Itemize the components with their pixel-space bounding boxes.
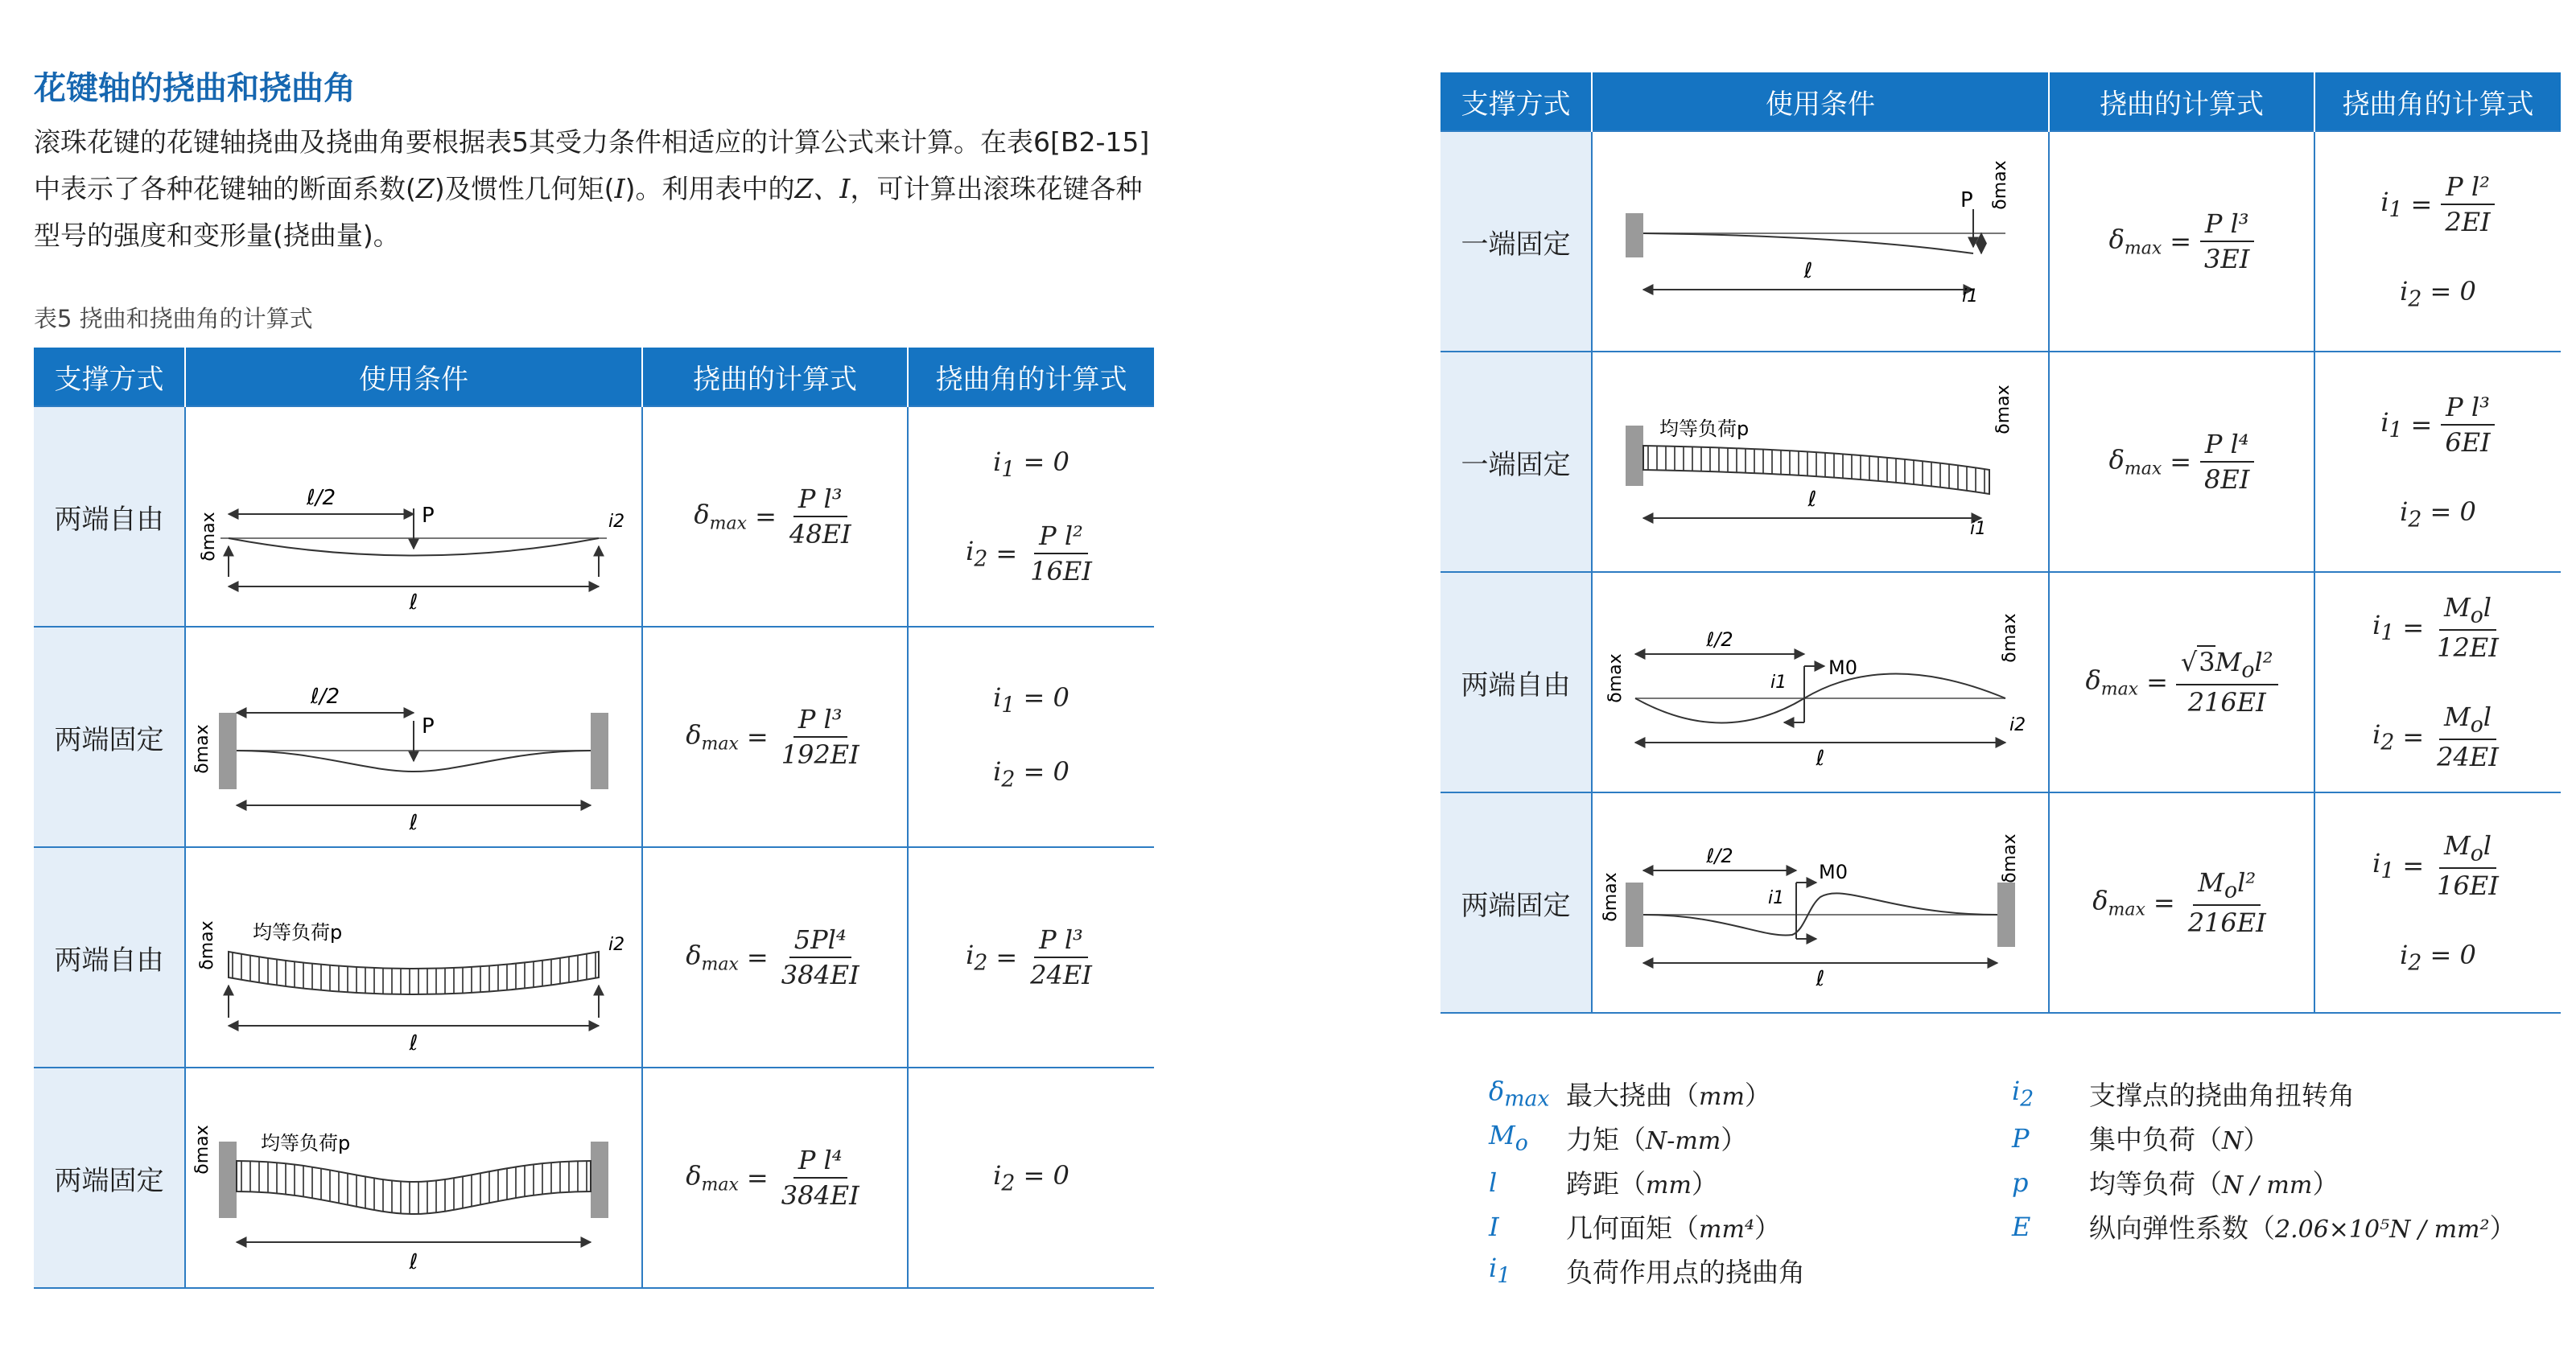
- svg-text:δmax: δmax: [192, 724, 212, 774]
- deflection-formula: $\delta_{max}$ = $\frac{\text{P l³}}{3EI}$: [2049, 131, 2314, 352]
- header-angle: 挠曲角的计算式: [908, 348, 1154, 406]
- deflection-table-left: [34, 348, 1154, 1289]
- svg-text:δmax: δmax: [1990, 160, 2010, 210]
- condition-diagram: [1592, 792, 2049, 1013]
- table-row: [1440, 352, 2561, 572]
- legend-item: I 几何面矩（mm⁴）: [1489, 1211, 1781, 1244]
- header-support: 支撑方式: [1440, 72, 1592, 131]
- table-row: [1440, 572, 2561, 792]
- svg-text:ℓ: ℓ: [1816, 747, 1825, 771]
- header-support: 支撑方式: [34, 348, 185, 406]
- deflection-formula: $\delta_{max}$ = $\frac{\text{P l³}}{48EI}$: [642, 406, 908, 627]
- support-cell: 两端自由: [34, 847, 185, 1068]
- legend-left: [1489, 1072, 1805, 1293]
- svg-text:M0: M0: [1828, 656, 1857, 679]
- beam-diagram-simply-supported-moment: [1603, 582, 2038, 783]
- svg-text:i2: i2: [2009, 715, 2026, 735]
- support-cell: 一端固定: [1440, 131, 1592, 352]
- svg-text:i1: i1: [1768, 888, 1785, 908]
- svg-text:δmax: δmax: [1993, 385, 2013, 434]
- angle-formula: $i_1$ = $\frac{M_ol}{12EI}$ $i_2$ = $\frac{M_ol}{24EI}$: [2314, 572, 2561, 792]
- svg-text:i1: i1: [1970, 519, 1987, 539]
- intro-paragraph: 滚珠花键的花键轴挠曲及挠曲角要根据表5其受力条件相适应的计算公式来计算。在表6[B2-15] 中表示了各种花键轴的断面系数(Z)及惯性几何矩(I)。利用表中的Z、I，可计算出滚珠花键各种 型号的强度和变形量(挠曲量)。: [34, 126, 1150, 251]
- header-condition: 使用条件: [185, 348, 642, 406]
- table-caption: 表5 挠曲和挠曲角的计算式: [34, 305, 313, 332]
- legend-item: $i_1$ 负荷作用点的挠曲角: [1489, 1253, 1805, 1289]
- beam-diagram-simply-supported-uniform: [196, 857, 631, 1058]
- deflection-formula: $\delta_{max}$ = $\frac{\text{P l³}}{192EI}$: [642, 627, 908, 847]
- condition-diagram: [1592, 131, 2049, 352]
- legend-item: $\delta_{max}$ 最大挠曲（mm）: [1489, 1076, 1771, 1112]
- svg-text:ℓ: ℓ: [409, 811, 418, 835]
- svg-text:P: P: [1960, 188, 1973, 212]
- svg-text:ℓ: ℓ: [1807, 488, 1817, 512]
- beam-diagram-cantilever-uniform: [1603, 361, 2038, 562]
- angle-formula: $i_1 = 0$ $i_2$ = $\frac{\text{P l²}}{16EI}$: [908, 406, 1154, 627]
- svg-text:M0: M0: [1819, 861, 1848, 883]
- legend-item: E 纵向弹性系数（2.06×10⁵N / mm²）: [2012, 1211, 2516, 1244]
- svg-text:P: P: [422, 714, 435, 739]
- condition-diagram: [1592, 352, 2049, 572]
- legend-right: [2012, 1072, 2516, 1249]
- deflection-formula: $\delta_{max}$ = $\frac{\text{5Pl⁴}}{384EI}$: [642, 847, 908, 1068]
- table-row: [1440, 792, 2561, 1013]
- beam-diagram-fixed-point: [192, 636, 631, 837]
- angle-formula: $i_1$ = $\frac{\text{P l²}}{2EI}$ $i_2 = 0$: [2314, 131, 2561, 352]
- beam-diagram-cantilever-point: [1603, 141, 2038, 342]
- legend-item: $M_o$ 力矩（N-mm）: [1489, 1120, 1748, 1156]
- condition-diagram: [185, 847, 642, 1068]
- deflection-formula: $\delta_{max}$ = $\frac{M_ol^2}{216EI}$: [2049, 792, 2314, 1013]
- header-angle: 挠曲角的计算式: [2314, 72, 2561, 131]
- deflection-formula: $\delta_{max}$ = $\frac{√3M_ol^2}{216EI}$: [2049, 572, 2314, 792]
- deflection-table-right: [1440, 72, 2561, 1014]
- svg-text:i2: i2: [608, 512, 625, 532]
- table-row: [34, 847, 1154, 1068]
- svg-text:ℓ/2: ℓ/2: [306, 486, 336, 510]
- svg-text:ℓ: ℓ: [1803, 259, 1813, 283]
- legend-item: $i_2$ 支撑点的挠曲角扭转角: [2012, 1076, 2355, 1112]
- condition-diagram: [185, 1068, 642, 1288]
- page-heading: 花键轴的挠曲和挠曲角: [34, 70, 356, 107]
- svg-text:δmax: δmax: [197, 920, 217, 970]
- svg-text:i1: i1: [1770, 673, 1787, 693]
- svg-text:ℓ/2: ℓ/2: [310, 685, 340, 709]
- svg-text:δmax: δmax: [1605, 653, 1626, 703]
- angle-formula: $i_1$ = $\frac{\text{P l³}}{6EI}$ $i_2 = 0$: [2314, 352, 2561, 572]
- angle-formula: $i_2 = 0$: [908, 1068, 1154, 1288]
- condition-diagram: [185, 627, 642, 847]
- support-cell: 两端固定: [34, 627, 185, 847]
- svg-text:ℓ: ℓ: [1816, 967, 1825, 991]
- svg-text:ℓ: ℓ: [409, 1250, 418, 1274]
- beam-diagram-simply-supported-point: [196, 416, 631, 617]
- angle-formula: $i_2$ = $\frac{\text{P l³}}{24EI}$: [908, 847, 1154, 1068]
- svg-text:δmax: δmax: [2000, 613, 2020, 663]
- svg-text:均等负荷p: 均等负荷p: [1659, 418, 1750, 440]
- legend-item: p 均等负荷（N / mm）: [2012, 1167, 2339, 1200]
- svg-text:均等负荷p: 均等负荷p: [253, 921, 343, 944]
- angle-formula: $i_1 = 0$ $i_2 = 0$: [908, 627, 1154, 847]
- table-row: [1440, 131, 2561, 352]
- header-deflection: 挠曲的计算式: [642, 348, 908, 406]
- svg-text:δmax: δmax: [2000, 833, 2020, 883]
- svg-text:δmax: δmax: [199, 512, 219, 562]
- header-condition: 使用条件: [1592, 72, 2049, 131]
- condition-diagram: [1592, 572, 2049, 792]
- support-cell: 一端固定: [1440, 352, 1592, 572]
- support-cell: 两端自由: [34, 406, 185, 627]
- support-cell: 两端自由: [1440, 572, 1592, 792]
- svg-text:δmax: δmax: [1601, 872, 1621, 922]
- svg-text:ℓ: ℓ: [409, 591, 418, 615]
- table-row: [34, 1068, 1154, 1288]
- table-row: [34, 627, 1154, 847]
- beam-diagram-fixed-uniform: [192, 1077, 631, 1278]
- beam-diagram-fixed-moment: [1603, 802, 2038, 1003]
- svg-text:i1: i1: [1962, 286, 1979, 307]
- deflection-formula: $\delta_{max}$ = $\frac{\text{P l⁴}}{384EI}$: [642, 1068, 908, 1288]
- legend-item: P 集中负荷（N）: [2012, 1122, 2270, 1155]
- table-row: [34, 406, 1154, 627]
- svg-text:ℓ/2: ℓ/2: [1706, 628, 1733, 651]
- header-deflection: 挠曲的计算式: [2049, 72, 2314, 131]
- angle-formula: $i_1$ = $\frac{M_ol}{16EI}$ $i_2 = 0$: [2314, 792, 2561, 1013]
- svg-text:ℓ/2: ℓ/2: [1706, 845, 1733, 867]
- svg-text:均等负荷p: 均等负荷p: [261, 1132, 351, 1154]
- svg-text:i2: i2: [608, 935, 625, 955]
- deflection-formula: $\delta_{max}$ = $\frac{\text{P l⁴}}{8EI}$: [2049, 352, 2314, 572]
- legend-item: l 跨距（mm）: [1489, 1167, 1718, 1200]
- support-cell: 两端固定: [34, 1068, 185, 1288]
- condition-diagram: [185, 406, 642, 627]
- support-cell: 两端固定: [1440, 792, 1592, 1013]
- svg-text:ℓ: ℓ: [409, 1031, 418, 1056]
- svg-text:δmax: δmax: [192, 1125, 212, 1175]
- svg-text:P: P: [422, 504, 435, 528]
